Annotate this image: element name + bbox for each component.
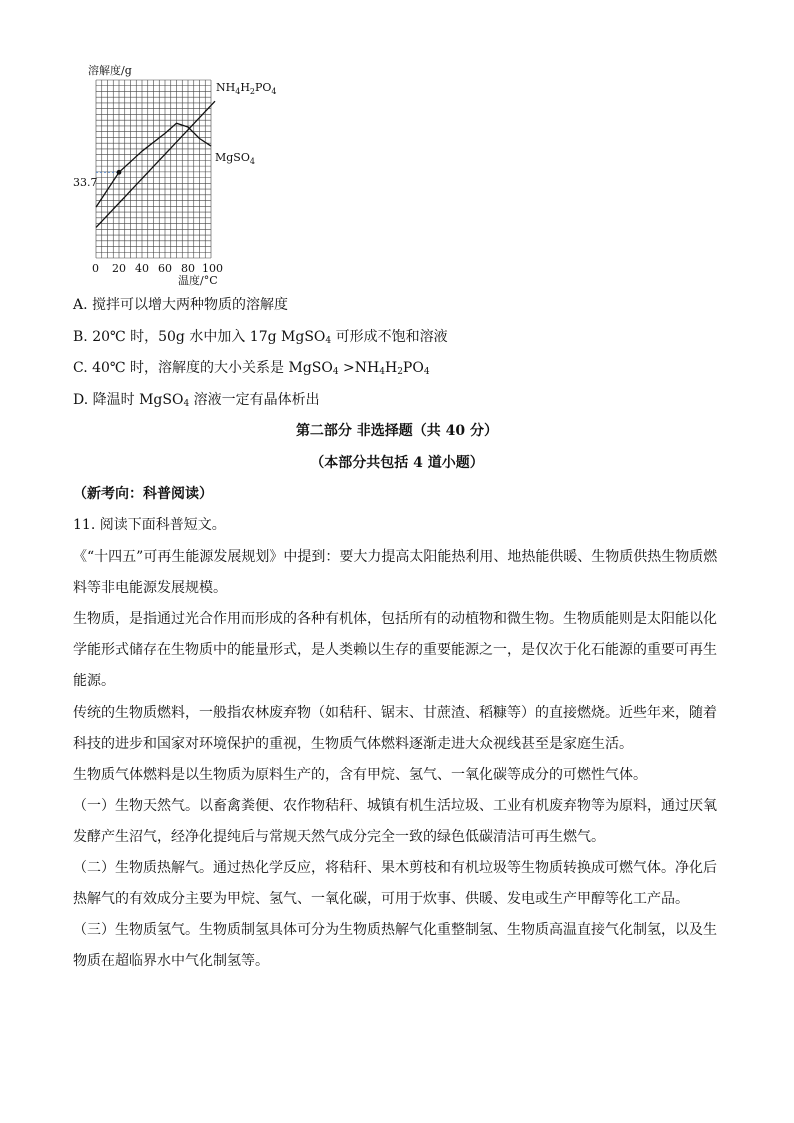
y-axis-label: 溶解度/g [88, 64, 132, 77]
paragraph-7: （三）生物质氢气。生物质制氢具体可分为生物质热解气化重整制氢、生物质高温直接气化制氢，以及生物质在超临界水中气化制氢等。 [73, 922, 717, 969]
x-tick-label: 100 [202, 262, 223, 275]
series-label-mgso4: MgSO$_4$ [215, 151, 255, 166]
question-intro: 11. 阅读下面科普短文。 [73, 517, 226, 533]
option-a: A. 搅拌可以增大两种物质的溶解度 [73, 297, 289, 313]
x-tick-label: 80 [181, 262, 195, 275]
option-b: B. 20℃ 时，50g 水中加入 17g MgSO$_4$ 可形成不饱和溶液 [73, 329, 448, 346]
marked-point [117, 170, 122, 175]
paragraph-4: 生物质气体燃料是以生物质为原料生产的，含有甲烷、氢气、一氧化碳等成分的可燃性气体。 [73, 767, 647, 783]
solubility-chart [60, 60, 300, 290]
section-subtitle: （本部分共包括 4 道小题） [310, 455, 484, 471]
paragraph-5: （一）生物天然气。以畜禽粪便、农作物秸秆、城镇有机生活垃圾、工业有机废弃物等为原料，通过厌氧发酵产生沼气，经净化提纯后与常规天然气成分完全一致的绿色低碳清洁可再生燃气。 [73, 798, 717, 845]
chart-grid [96, 80, 211, 258]
x-tick-label: 20 [112, 262, 126, 275]
y-marker-label: 33.7 [73, 176, 98, 189]
paragraph-3: 传统的生物质燃料，一般指农林废弃物（如秸秆、锯末、甘蔗渣、稻糠等）的直接燃烧。近些年来，随着科技的进步和国家对环境保护的重视，生物质气体燃料逐渐走进大众视线甚至是家庭生活。 [73, 705, 717, 752]
x-tick-label: 60 [158, 262, 172, 275]
option-c: C. 40℃ 时，溶解度的大小关系是 MgSO$_4$ $>NH_4H_2PO_4$ [73, 360, 430, 377]
section-tag: （新考向：科普阅读） [73, 486, 213, 502]
paragraph-1: 《“十四五”可再生能源发展规划》中提到：要大力提高太阳能热利用、地热能供暖、生物质供热生物质燃料等非电能源发展规模。 [73, 549, 718, 596]
x-tick-label: 40 [135, 262, 149, 275]
section-title: 第二部分 非选择题（共 40 分） [295, 423, 499, 439]
option-d: D. 降温时 MgSO$_4$ 溶液一定有晶体析出 [73, 392, 320, 409]
series-label-nh4h2po4: $NH_4H_2PO_4$ [216, 81, 277, 96]
x-tick-label: 0 [92, 262, 99, 275]
paragraph-6: （二）生物质热解气。通过热化学反应，将秸秆、果木剪枝和有机垃圾等生物质转换成可燃气体。净化后热解气的有效成分主要为甲烷、氢气、一氧化碳，可用于炊事、供暖、发电或生产甲醇等化工产品。 [73, 860, 717, 907]
x-axis-label: 温度/°C [178, 274, 218, 287]
paragraph-2: 生物质，是指通过光合作用而形成的各种有机体，包括所有的动植物和微生物。生物质能则是太阳能以化学能形式储存在生物质中的能量形式，是人类赖以生存的重要能源之一，是仅次于化石能源的重要可再生能源。 [73, 611, 717, 689]
